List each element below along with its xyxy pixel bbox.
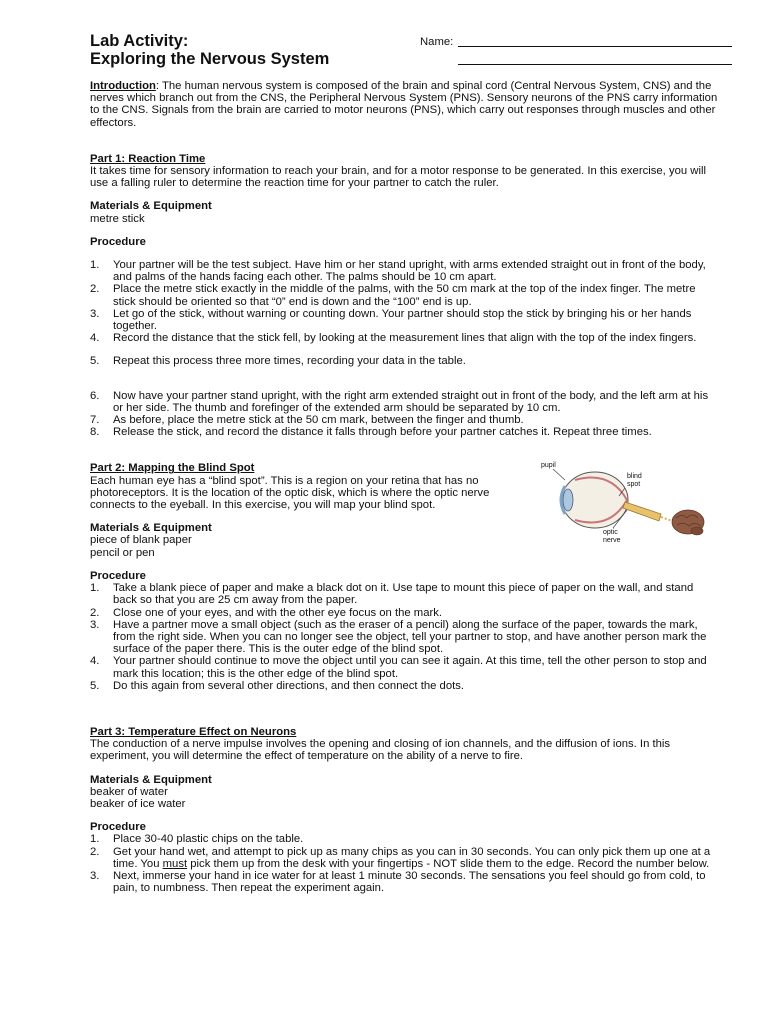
step-text: Record the distance that the stick fell, by looking at the measurement lines that align with the top of the index fingers.	[113, 332, 697, 345]
part3-section	[90, 726, 720, 894]
step-number: 1.	[90, 582, 100, 595]
part3-materials-heading: Materials & Equipment	[90, 773, 212, 786]
part2-steps	[90, 582, 720, 692]
step-text-emphasis: must	[162, 857, 188, 870]
step-number: 4.	[90, 332, 100, 345]
part3-material-item: beaker of ice water	[90, 797, 186, 810]
intro-section	[90, 80, 720, 129]
step-number: 3.	[90, 307, 100, 320]
step-number: 2.	[90, 283, 100, 296]
step-text: Release the stick, and record the distance it falls through before your partner catches it. Repeat three times.	[113, 426, 652, 439]
step-text: Your partner will be the test subject. Have him or her stand upright, with arms extended straight out in front of the body, and palms of the hands facing each other. The palms should be 10 cm apart.	[113, 259, 706, 284]
part1-section	[90, 153, 720, 439]
part2-intro	[90, 462, 530, 511]
list-item	[90, 390, 720, 414]
page-title	[90, 32, 720, 68]
step-text: Now have your partner stand upright, with the right arm extended straight out in front of the body, and the left arm at his or her side. The thumb and forefinger of the extended arm should be separated by 10 cm.	[113, 389, 709, 414]
step-number: 2.	[90, 845, 100, 858]
step-text: As before, place the metre stick at the 50 cm mark, between the finger and thumb.	[113, 414, 524, 427]
step-number: 1.	[90, 833, 100, 846]
part3-material-item: beaker of water	[90, 785, 168, 798]
step-number: 3.	[90, 869, 100, 882]
list-item	[90, 332, 720, 344]
title-line-1: Lab Activity:	[90, 32, 189, 50]
step-number: 2.	[90, 606, 100, 619]
part2-text: Each human eye has a “blind spot”. This is a region on your retina that has no photoreceptors. It is the location of the optic disk, which is where the optic nerve connects to the eyeball. In this exercise, you will map your blind spot.	[90, 474, 490, 512]
list-item	[90, 870, 720, 894]
part3-procedure-heading: Procedure	[90, 821, 146, 834]
part1-material-item: metre stick	[90, 212, 145, 225]
part2-procedure-heading: Procedure	[90, 569, 146, 582]
step-number: 3.	[90, 618, 100, 631]
part3-steps	[90, 833, 720, 894]
step-text: pick them up from the desk with your fingertips - NOT slide them to the edge. Record the number below.	[187, 857, 710, 870]
step-text: Get your hand wet, and attempt to pick up as many chips as you can in 30 seconds. You can only pick them up one at a time. You	[113, 845, 711, 870]
label-optic: optic	[603, 529, 618, 537]
list-item	[90, 308, 720, 332]
part1-steps-b	[90, 390, 720, 439]
step-text: Next, immerse your hand in ice water for at least 1 minute 30 seconds. The sensations you feel should go from cold, to pain, to numbness. Then repeat the experiment again.	[113, 869, 706, 895]
step-text: Place the metre stick exactly in the middle of the palms, with the 50 cm mark at the top of the index finger. The metre stick should be oriented so that “0” end is down and the “100” end is up.	[113, 283, 696, 308]
intro-heading: Introduction	[90, 80, 156, 92]
part2-material-item: piece of blank paper	[90, 534, 192, 547]
part3-text: The conduction of a nerve impulse involves the opening and closing of ion channels, and the diffusion of ions. In this experiment, you will determine the effect of temperature on the ability of a nerve to fire.	[90, 738, 671, 763]
document-page	[90, 32, 720, 894]
label-pupil: pupil	[541, 462, 556, 470]
list-item	[90, 680, 720, 692]
eye-diagram	[535, 458, 705, 544]
list-item	[90, 607, 720, 619]
name-label: Name:	[420, 36, 454, 48]
intro-paragraph	[90, 80, 720, 129]
list-item	[90, 426, 720, 438]
part1-text: It takes time for sensory information to reach your brain, and for a motor response to be generated. In this exercise, you will use a falling ruler to determine the reaction time for your partner to catch the ruler.	[90, 165, 706, 190]
part1-procedure-heading: Procedure	[90, 235, 146, 248]
list-item	[90, 846, 720, 870]
part1-heading: Part 1: Reaction Time	[90, 152, 206, 165]
part1-materials-heading: Materials & Equipment	[90, 200, 212, 213]
label-nerve: nerve	[603, 537, 621, 545]
step-number: 6.	[90, 389, 100, 402]
step-text: Let go of the stick, without warning or counting down. Your partner should stop the stick by bringing his or her hands together.	[113, 307, 692, 333]
list-item	[90, 655, 720, 679]
list-item	[90, 259, 720, 283]
step-number: 4.	[90, 655, 100, 668]
part1-steps-a	[90, 259, 720, 344]
step-number: 7.	[90, 414, 100, 427]
step-text: Place 30-40 plastic chips on the table.	[113, 833, 304, 846]
brain-icon	[672, 510, 704, 535]
step-text: Close one of your eyes, and with the other eye focus on the mark.	[113, 606, 443, 619]
list-item	[90, 283, 720, 307]
list-item	[90, 833, 720, 845]
list-item	[90, 582, 720, 606]
part2-materials-heading: Materials & Equipment	[90, 522, 212, 535]
step-text: Take a blank piece of paper and make a black dot on it. Use tape to mount this piece of paper on the wall, and stand back so that you are 25 cm away from the paper.	[113, 582, 694, 607]
part1-step5	[90, 355, 720, 367]
label-blind: blind	[627, 473, 642, 481]
list-item	[90, 414, 720, 426]
step-number: 5.	[90, 355, 100, 368]
step-text: Repeat this process three more times, recording your data in the table.	[113, 355, 466, 368]
intro-text: : The human nervous system is composed of the brain and spinal cord (Central Nervous System, CNS) and the nerves which branch out from the CNS, the Peripheral Nervous System (PNS). Sensory neurons of the PNS carry information to the CNS. Signals from the brain are carried to motor neurons (PNS), which carry out responses through muscles and other effectors.	[90, 80, 718, 129]
step-number: 5.	[90, 679, 100, 692]
step-text: Do this again from several other directions, and then connect the dots.	[113, 679, 465, 692]
list-item	[90, 619, 720, 656]
part2-heading: Part 2: Mapping the Blind Spot	[90, 462, 255, 475]
part2-section	[90, 462, 720, 691]
step-text: Have a partner move a small object (such as the eraser of a pencil) along the surface of the paper, towards the mark, from the right side. When you can no longer see the object, tell your partner to stop, and have another person mark the surface of the paper there. This is the outer edge of the blind spot.	[113, 618, 707, 656]
list-item	[90, 355, 720, 367]
part3-heading: Part 3: Temperature Effect on Neurons	[90, 725, 297, 738]
step-number: 1.	[90, 259, 100, 272]
label-spot: spot	[627, 481, 641, 489]
step-text: Your partner should continue to move the object until you can see it again. At this time, tell the other person to stop and mark this location; this is the other edge of the blind spot.	[113, 655, 707, 680]
title-line-2: Exploring the Nervous System	[90, 50, 330, 68]
step-number: 8.	[90, 426, 100, 439]
part2-material-item: pencil or pen	[90, 546, 155, 559]
